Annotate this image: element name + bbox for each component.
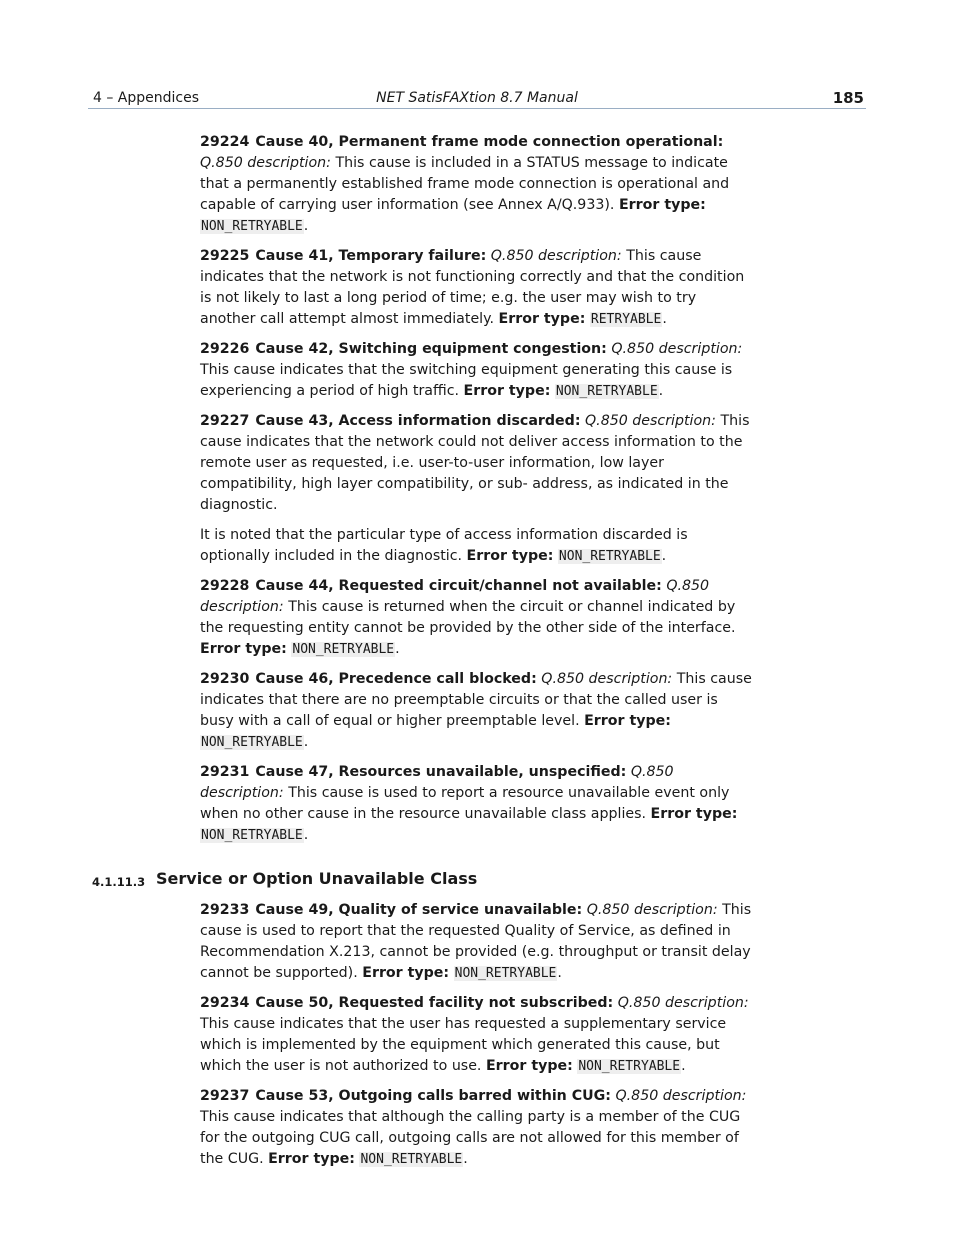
cause-code: 29224 <box>200 134 250 150</box>
cause-entry-29227-continuation: It is noted that the particular type of access information discarded is optionally included in the diagnostic. Error type: NON_RETRYABLE. <box>200 527 688 564</box>
q850-label: Q.850 description: <box>586 902 718 918</box>
cause-code: 29227 <box>200 413 250 429</box>
cause-description: This cause indicates that there are no preemptable circuits or that the called user is busy with a call of equal or higher preemptable level. <box>200 671 752 729</box>
cause-code: 29234 <box>200 995 250 1011</box>
q850-label: Q.850 description: <box>200 155 331 171</box>
error-type-value: NON_RETRYABLE <box>201 219 303 234</box>
cause-entry-29230: 29230 Cause 46, Precedence call blocked: Q.850 description: This cause indicates that there are no preemptable circuits or that the called user is busy with a call of equal or higher preemptable level. Error type: NON_RETRYABLE. <box>200 671 752 750</box>
q850-label: Q.850 description: <box>585 413 716 429</box>
cause-description: This cause indicates that although the calling party is a member of the CUG for the outgoing CUG call, outgoing calls are not allowed for this member of the CUG. <box>200 1109 741 1167</box>
q850-label: Q.850 description: <box>200 764 674 801</box>
error-type-label: Error type: <box>268 1151 355 1167</box>
cause-entry-29231: 29231 Cause 47, Resources unavailable, unspecified: Q.850 description: This cause is used to report a resource unavailable event only when no other cause in the resource unavailable class applies. Error type: NON_RETRYABLE. <box>200 764 738 843</box>
cause-title: Cause 53, Outgoing calls barred within CUG: <box>255 1088 611 1104</box>
q850-label: Q.850 description: <box>615 1088 747 1104</box>
error-type-label: Error type: <box>485 1058 573 1074</box>
error-type-label: Error type: <box>618 197 706 213</box>
error-type-value: RETRYABLE <box>590 312 662 327</box>
cause-code: 29226 <box>200 341 250 357</box>
cause-code: 29231 <box>200 764 250 780</box>
cause-title: Cause 44, Requested circuit/channel not available: <box>255 578 662 594</box>
cause-entry-29226: 29226 Cause 42, Switching equipment congestion: Q.850 description: This cause indicates that the switching equipment generating this cause is experiencing a period of high traffic. Error type: NON_RETRYABLE. <box>200 341 743 399</box>
cause-code: 29228 <box>200 578 250 594</box>
cause-entry-29237: 29237 Cause 53, Outgoing calls barred within CUG: Q.850 description: This cause indicates that although the calling party is a member of the CUG for the outgoing CUG call, outgoing calls are not allowed for this member of the CUG. Error type: NON_RETRYABLE. <box>200 1088 747 1167</box>
cause-title: Cause 41, Temporary failure: <box>255 248 487 264</box>
q850-label: Q.850 description: <box>200 578 710 615</box>
cause-entry-29228: 29228 Cause 44, Requested circuit/channel not available: Q.850 description: This cause is returned when the circuit or channel indicated by the requesting entity cannot be provided by the other side of the interface. Error type: NON_RETRYABLE. <box>200 578 736 657</box>
error-type-label: Error type: <box>463 383 551 399</box>
q850-label: Q.850 description: <box>617 995 749 1011</box>
cause-description: This cause is included in a STATUS message to indicate that a permanently established frame mode connection is operational and capable of carrying user information (see Annex A/Q.933). <box>200 155 730 213</box>
error-type-label: Error type: <box>498 311 586 327</box>
cause-code: 29233 <box>200 902 250 918</box>
cause-entry-29227 <box>200 411 756 516</box>
error-type-label: Error type: <box>584 713 671 729</box>
cause-description: This cause is returned when the circuit or channel indicated by the requesting entity cannot be provided by the other side of the interface. <box>200 599 736 636</box>
error-type-value: NON_RETRYABLE <box>292 642 395 657</box>
cause-code: 29230 <box>200 671 250 687</box>
page-number: 185 <box>832 89 864 107</box>
cause-title: Cause 40, Permanent frame mode connection operational: <box>255 134 724 150</box>
cause-entry-29224: 29224 Cause 40, Permanent frame mode connection operational: Q.850 description: This cause is included in a STATUS message to indicate that a permanently established frame mode connection is operational and capable of carrying user information (see Annex A/Q.933). Error type: NON_RETRYABLE. <box>200 134 730 234</box>
error-type-label: Error type: <box>200 641 287 657</box>
chapter-label: 4 – Appendices <box>93 90 200 106</box>
cause-description: This cause is used to report a resource unavailable event only when no other cause in the resource unavailable class applies. <box>200 785 730 822</box>
cause-description: This cause indicates that the network is not functioning correctly and that the condition is not likely to last a long period of time; e.g. the user may wish to try another call attempt almost immediately. <box>200 248 745 327</box>
cause-description: This cause is used to report that the requested Quality of Service, as defined in Recommendation X.213, cannot be provided (e.g. throughput or transit delay cannot be supported). <box>200 902 752 981</box>
cause-description-continuation: It is noted that the particular type of access information discarded is optionally included in the diagnostic. <box>200 527 688 564</box>
error-type-value: NON_RETRYABLE <box>454 966 557 981</box>
error-type-value: NON_RETRYABLE <box>201 735 303 750</box>
q850-label: Q.850 description: <box>611 341 743 357</box>
section-title: Service or Option Unavailable Class <box>156 869 478 888</box>
cause-code: 29237 <box>200 1088 250 1104</box>
q850-label: Q.850 description: <box>490 248 622 264</box>
cause-title: Cause 49, Quality of service unavailable: <box>255 902 583 918</box>
error-type-label: Error type: <box>362 965 450 981</box>
cause-entry-29234: 29234 Cause 50, Requested facility not subscribed: Q.850 description: This cause indicates that the user has requested a supplementary service which is implemented by the equipment which generated this cause, but which the user is not authorized to use. Error type: NON_RETRYABLE. <box>200 995 749 1074</box>
error-type-value: NON_RETRYABLE <box>201 828 303 843</box>
section-number: 4.1.11.3 <box>92 875 146 889</box>
cause-description: This cause indicates that the switching equipment generating this cause is experiencing a period of high traffic. <box>200 362 733 399</box>
cause-code: 29225 <box>200 248 250 264</box>
q850-label: Q.850 description: <box>541 671 673 687</box>
page-content <box>92 132 756 1179</box>
error-type-value: NON_RETRYABLE <box>558 549 661 564</box>
cause-entry-29225: 29225 Cause 41, Temporary failure: Q.850 description: This cause indicates that the network is not functioning correctly and that the condition is not likely to last a long period of time; e.g. the user may wish to try another call attempt almost immediately. Error type: RETRYABLE. <box>200 248 745 327</box>
cause-title: Cause 42, Switching equipment congestion: <box>255 341 607 357</box>
cause-title: Cause 46, Precedence call blocked: <box>255 671 537 687</box>
page-header <box>88 88 866 109</box>
cause-title: Cause 47, Resources unavailable, unspecified: <box>255 764 627 780</box>
cause-description: This cause indicates that the network could not deliver access information to the remote user as requested, i.e. user-to-user information, low layer compatibility, high layer compatibility, or sub- address, as indicated in the diagnostic. <box>200 413 750 513</box>
error-type-value: NON_RETRYABLE <box>360 1152 463 1167</box>
error-type-value: NON_RETRYABLE <box>578 1059 681 1074</box>
error-type-label: Error type: <box>466 548 554 564</box>
cause-title: Cause 43, Access information discarded: <box>255 413 581 429</box>
cause-entry-29233: 29233 Cause 49, Quality of service unavailable: Q.850 description: This cause is used to report that the requested Quality of Service, as defined in Recommendation X.213, cannot be provided (e.g. throughput or transit delay cannot be supported). Error type: NON_RETRYABLE. <box>200 902 752 981</box>
manual-title: NET SatisFAXtion 8.7 Manual <box>376 90 578 106</box>
error-type-value: NON_RETRYABLE <box>555 384 658 399</box>
section-heading <box>90 868 756 890</box>
cause-description: This cause indicates that the user has requested a supplementary service which is implemented by the equipment which generated this cause, but which the user is not authorized to use. <box>200 1016 727 1074</box>
cause-title: Cause 50, Requested facility not subscribed: <box>255 995 614 1011</box>
error-type-label: Error type: <box>650 806 738 822</box>
